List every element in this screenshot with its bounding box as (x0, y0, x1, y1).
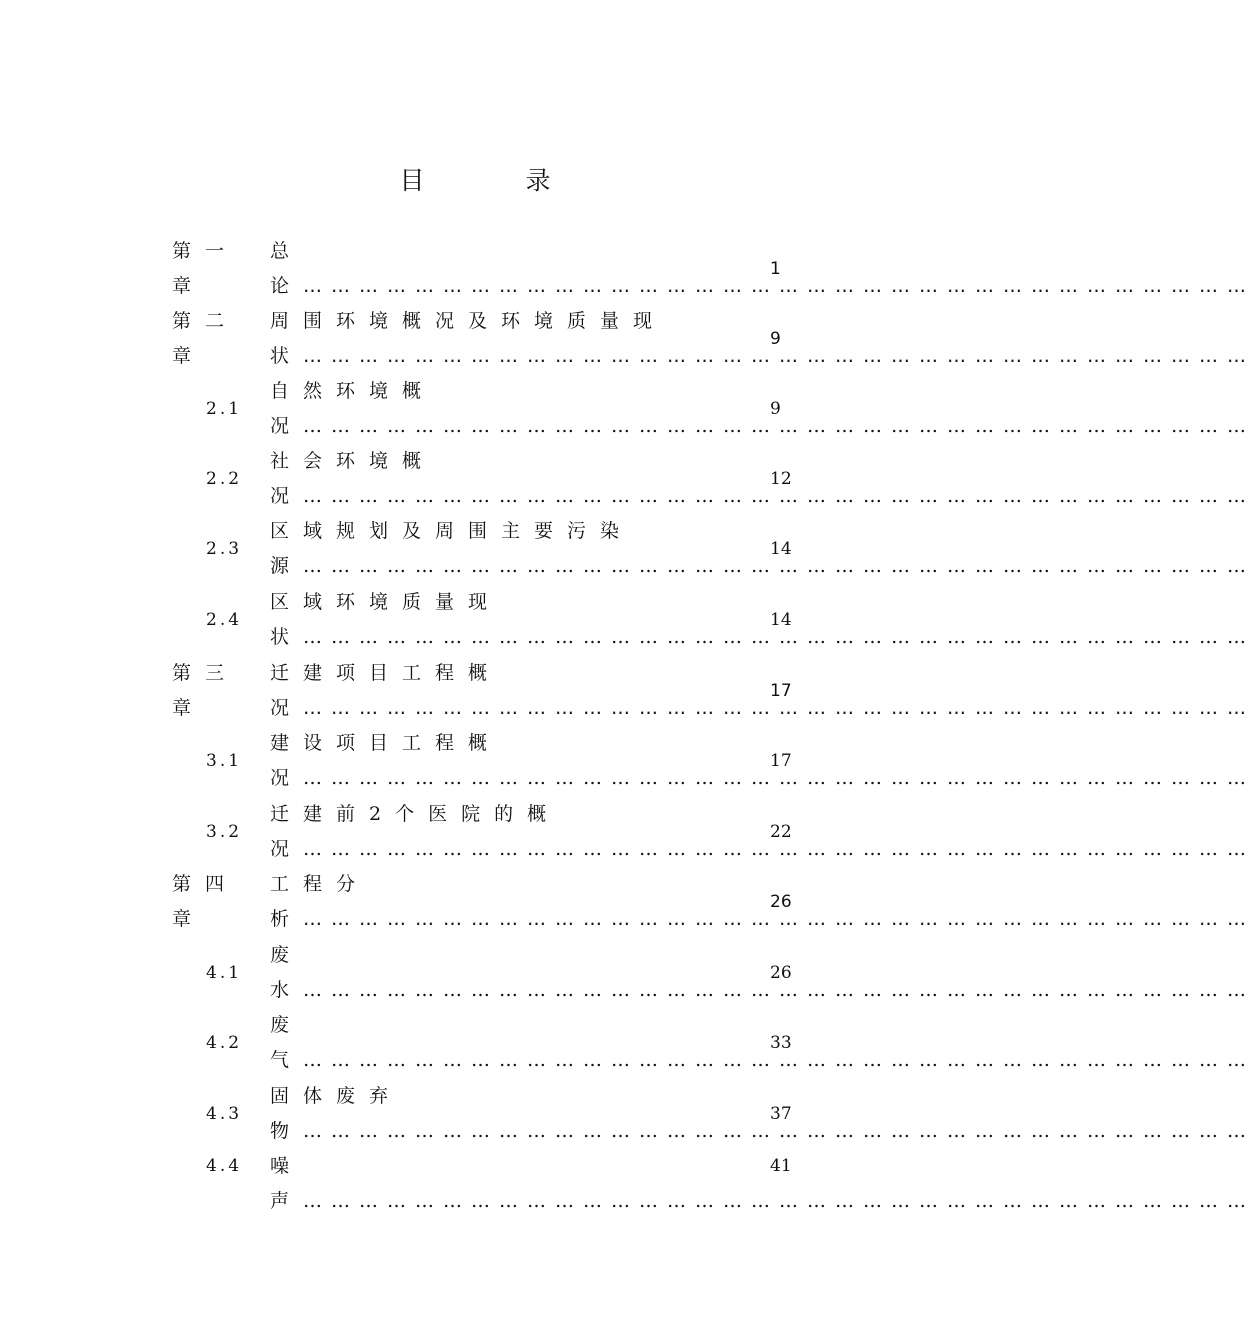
section-title: 废水 (270, 944, 304, 1001)
toc-entry-text (270, 304, 1255, 374)
toc-entry-section-4-1[interactable] (0, 938, 1255, 1008)
dot-leader: ………………………………………………………………………………………… (303, 838, 1255, 860)
section-number: 4.4 (206, 1156, 243, 1176)
section-title: 噪声 (270, 1155, 304, 1212)
page-number: 22 (770, 822, 792, 842)
toc-entry-text (270, 234, 1255, 304)
section-title: 固体废弃物 (270, 1085, 403, 1142)
chapter-title: 总 论 (270, 240, 337, 297)
toc-entry-chapter-2[interactable] (0, 304, 1255, 374)
toc-entry-text (270, 374, 1255, 444)
toc-entry-chapter-4[interactable] (0, 867, 1255, 937)
chapter-title: 周围环境概况及环境质量现状 (270, 310, 667, 367)
toc-entry-section-4-4[interactable] (0, 1149, 1255, 1212)
toc-entry-section-4-2[interactable] (0, 1008, 1255, 1078)
section-number: 3.2 (206, 822, 243, 842)
dot-leader: ………………………………………………………………………………………… (303, 275, 1255, 297)
dot-leader: ………………………………………………………………………………………… (303, 979, 1255, 1001)
toc-entry-section-3-1[interactable] (0, 726, 1255, 796)
page-number: 26 (770, 892, 792, 912)
dot-leader: ………………………………………………………………………………………… (303, 626, 1255, 648)
section-title: 区域环境质量现状 (270, 591, 502, 648)
chapter-number: 第一章 (172, 240, 239, 297)
section-number: 3.1 (206, 751, 243, 771)
chapter-number: 第四章 (172, 873, 239, 930)
toc-entry-chapter-1[interactable] (0, 234, 1255, 304)
section-number: 2.4 (206, 610, 243, 630)
section-number: 2.1 (206, 399, 243, 419)
page-number: 14 (770, 539, 792, 559)
toc-entry-section-2-2[interactable] (0, 444, 1255, 514)
section-number: 4.2 (206, 1033, 243, 1053)
chapter-number: 第三章 (172, 662, 239, 719)
page-number: 17 (770, 681, 792, 701)
chapter-title: 工程分析 (270, 873, 370, 930)
page-number: 33 (770, 1033, 792, 1053)
page-title: 目 录 (399, 166, 589, 195)
dot-leader: ………………………………………………………………………………………… (303, 1190, 1255, 1212)
section-title: 自然环境概况 (270, 380, 436, 437)
toc-entry-section-3-2[interactable] (0, 797, 1255, 867)
page-number: 14 (770, 610, 792, 630)
dot-leader: ………………………………………………………………………………………… (303, 555, 1255, 577)
chapter-title: 迁建项目工程概况 (270, 662, 502, 719)
toc-entry-section-2-4[interactable] (0, 585, 1255, 655)
section-number: 4.3 (206, 1104, 243, 1124)
page-number: 37 (770, 1104, 792, 1124)
page-number: 1 (770, 259, 781, 279)
section-title: 建设项目工程概况 (270, 732, 502, 789)
dot-leader: ………………………………………………………………………………………… (303, 485, 1255, 507)
section-title: 区域规划及周围主要污染源 (270, 520, 634, 577)
page-number: 17 (770, 751, 792, 771)
dot-leader: ………………………………………………………………………………………… (303, 345, 1255, 367)
page-number: 9 (770, 399, 781, 419)
section-title: 迁建前2个医院的概况 (270, 803, 561, 860)
dot-leader: ………………………………………………………………………………………… (303, 697, 1255, 719)
section-number: 4.1 (206, 963, 243, 983)
section-title: 废气 (270, 1014, 304, 1071)
dot-leader: ………………………………………………………………………………………… (303, 908, 1255, 930)
chapter-number: 第二章 (172, 310, 239, 367)
page-number: 9 (770, 329, 781, 349)
section-number: 2.2 (206, 469, 243, 489)
dot-leader: ………………………………………………………………………………………… (303, 1049, 1255, 1071)
page-number: 26 (770, 963, 792, 983)
dot-leader: ………………………………………………………………………………………… (303, 415, 1255, 437)
toc-entry-section-4-3[interactable] (0, 1079, 1255, 1149)
toc-entry-chapter-3[interactable] (0, 656, 1255, 726)
dot-leader: ………………………………………………………………………………………… (303, 1120, 1255, 1142)
dot-leader: ………………………………………………………………………………………… (303, 767, 1255, 789)
section-number: 2.3 (206, 539, 243, 559)
page-number: 12 (770, 469, 792, 489)
page-number: 41 (770, 1156, 792, 1176)
toc-entry-section-2-3[interactable] (0, 514, 1255, 584)
toc-entry-section-2-1[interactable] (0, 374, 1255, 444)
section-title: 社会环境概况 (270, 450, 436, 507)
